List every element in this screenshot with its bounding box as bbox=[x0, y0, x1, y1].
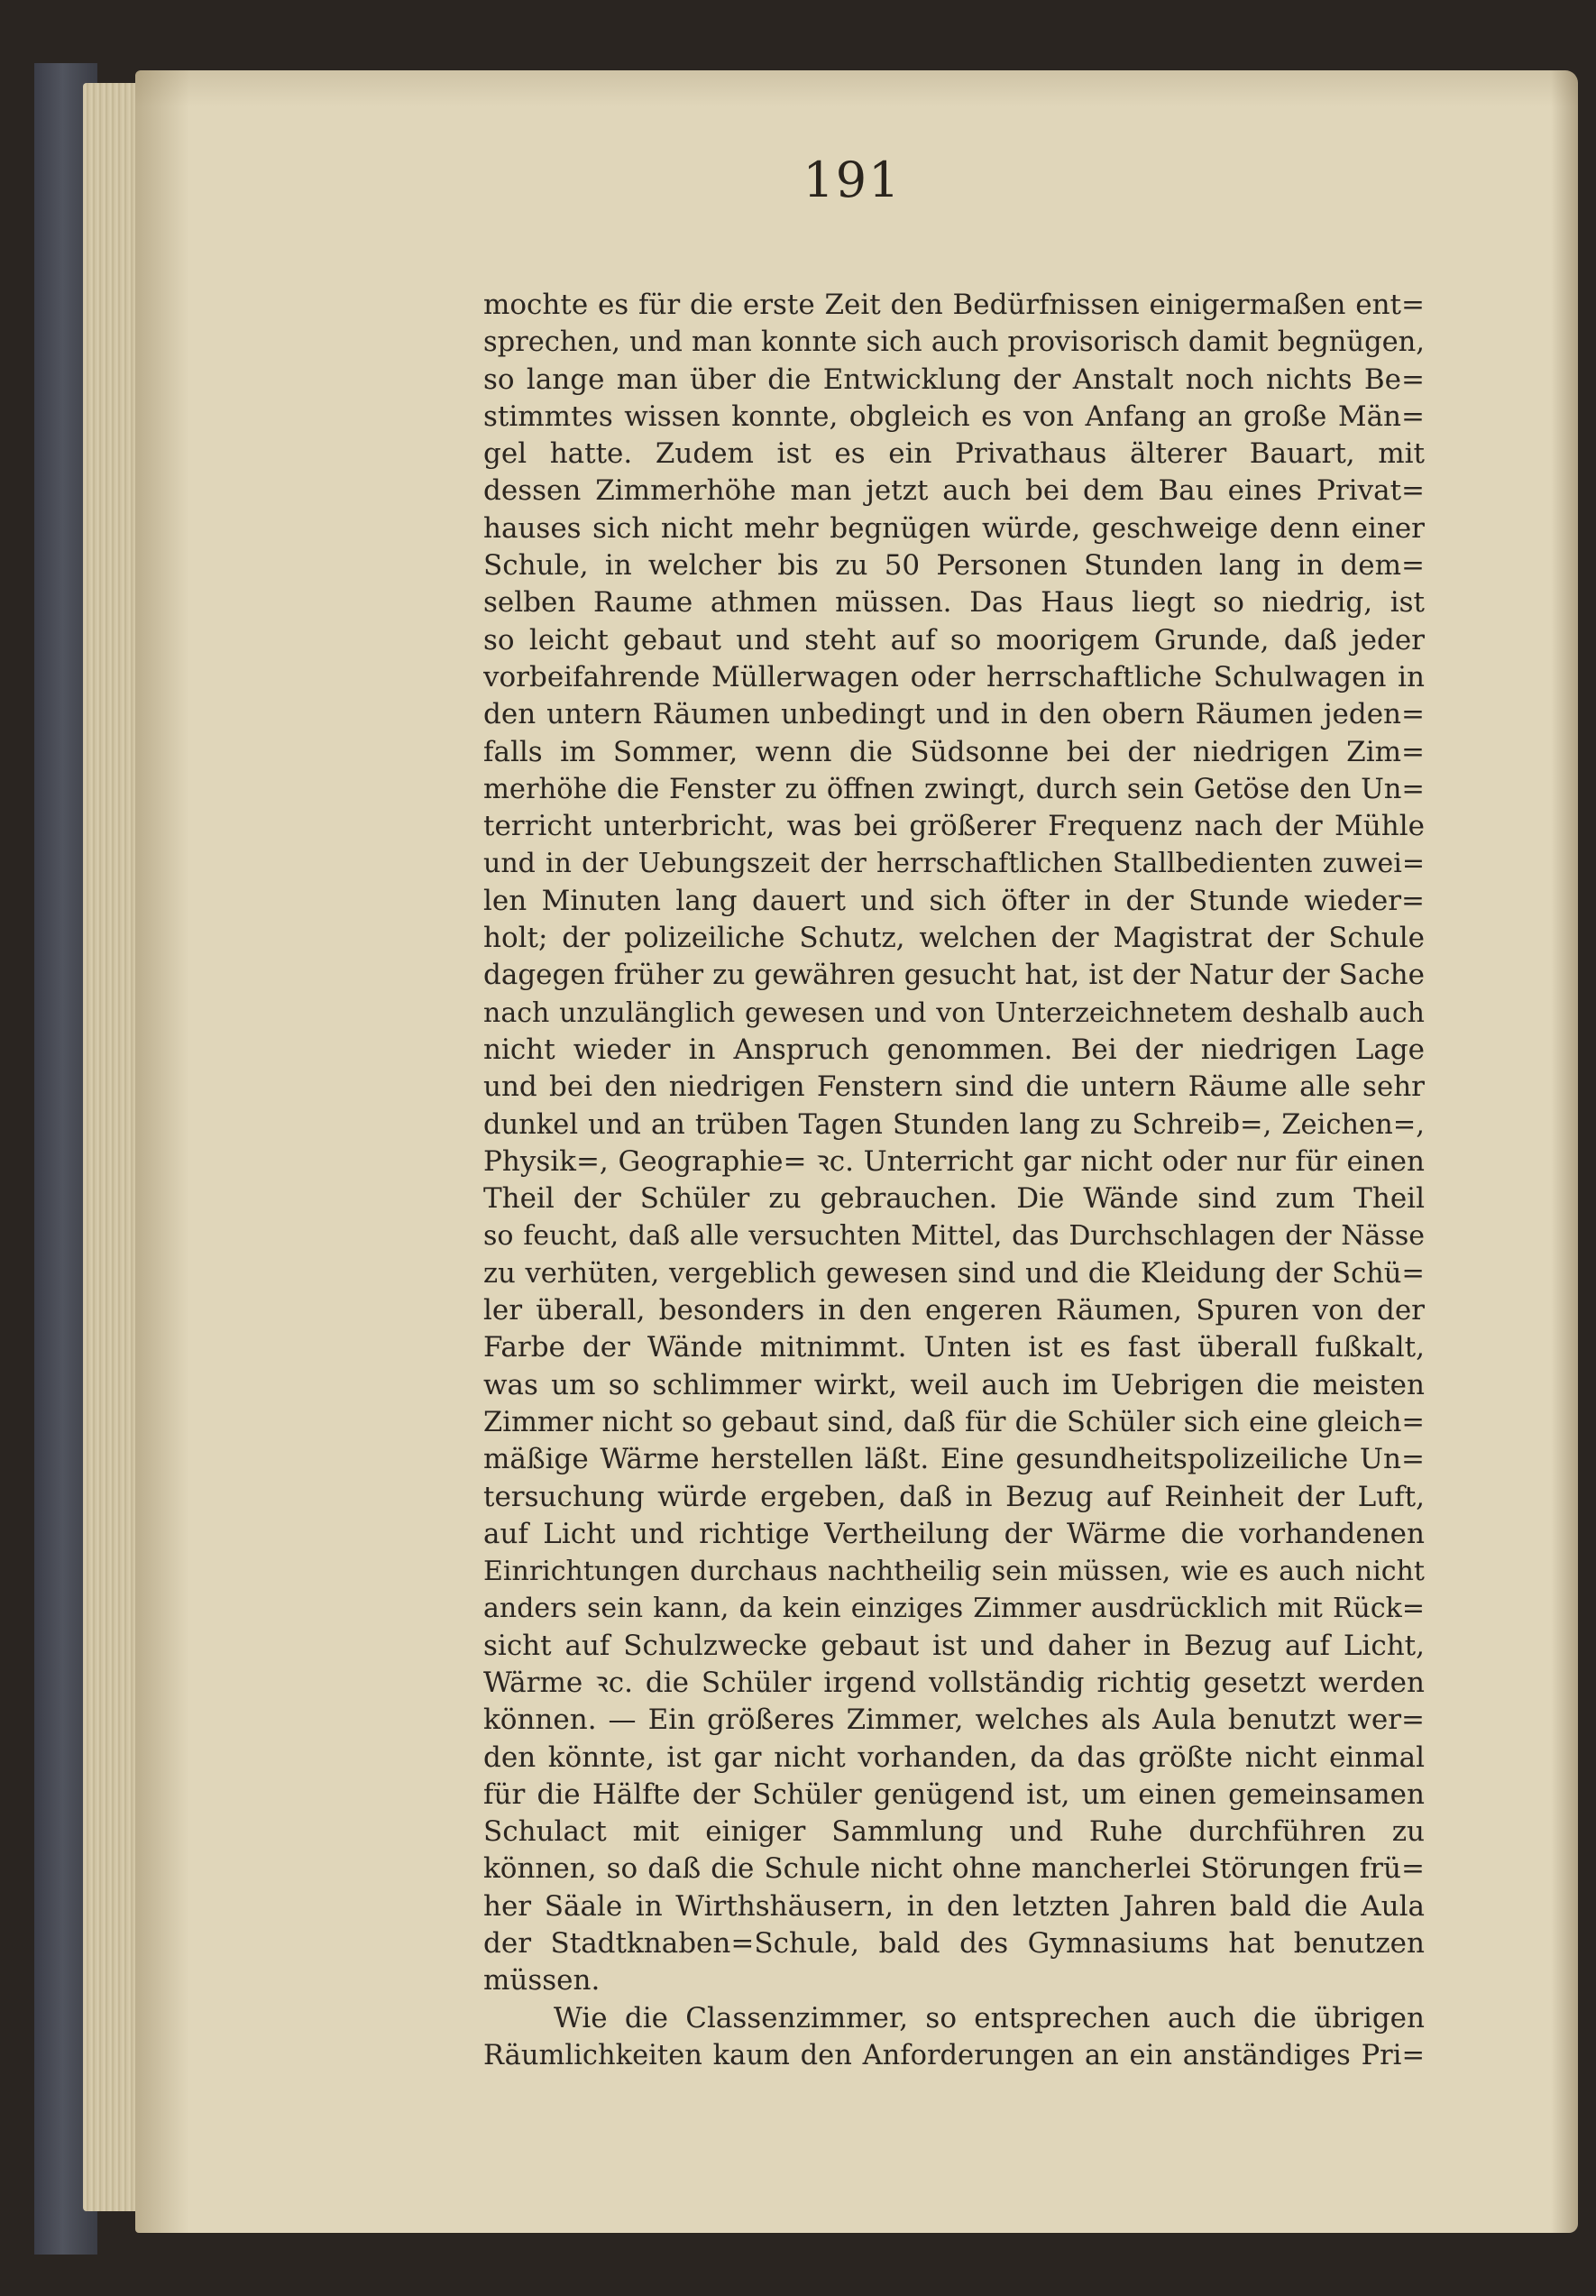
text-line: dagegen früher zu gewähren gesucht hat, ist der Natur der Sache bbox=[483, 959, 1425, 992]
text-line: sprechen, und man konnte sich auch provisorisch damit begnügen, bbox=[483, 326, 1425, 359]
text-line: müssen. bbox=[483, 1964, 601, 1998]
text-line: können. — Ein größeres Zimmer, welches als Aula benutzt wer= bbox=[483, 1704, 1425, 1737]
text-line: den untern Räumen unbedingt und in den obern Räumen jeden= bbox=[483, 698, 1425, 731]
text-line: dunkel und an trüben Tagen Stunden lang zu Schreib=, Zeichen=, bbox=[483, 1108, 1425, 1141]
text-line: Physik=, Geographie= ꝛc. Unterricht gar nicht oder nur für einen bbox=[483, 1144, 1425, 1178]
text-line: Schulact mit einiger Sammlung und Ruhe durchführen zu bbox=[483, 1815, 1425, 1849]
text-line: mäßige Wärme herstellen läßt. Eine gesundheitspolizeiliche Un= bbox=[483, 1443, 1425, 1476]
text-line: len Minuten lang dauert und sich öfter in der Stunde wieder= bbox=[483, 884, 1425, 917]
text-line: tersuchung würde ergeben, daß in Bezug auf Reinheit der Luft, bbox=[483, 1480, 1425, 1513]
text-line: holt; der polizeiliche Schutz, welchen der Magistrat der Schule bbox=[483, 922, 1425, 955]
text-line: stimmtes wissen konnte, obgleich es von Anfang an große Män= bbox=[483, 400, 1425, 433]
text-line: und bei den niedrigen Fenstern sind die untern Räume alle sehr bbox=[483, 1070, 1425, 1104]
text-line: den könnte, ist gar nicht vorhanden, da das größte nicht einmal bbox=[483, 1740, 1425, 1774]
text-line: mochte es für die erste Zeit den Bedürfnissen einigermaßen ent= bbox=[483, 289, 1425, 321]
body-text bbox=[483, 287, 1425, 2126]
text-line: Wie die Classenzimmer, so entsprechen auch die übrigen bbox=[554, 2001, 1425, 2034]
text-line: hauses sich nicht mehr begnügen würde, geschweige denn einer bbox=[483, 511, 1425, 545]
text-line: gel hatte. Zudem ist es ein Privathaus älterer Bauart, mit bbox=[483, 437, 1425, 471]
text-line: merhöhe die Fenster zu öffnen zwingt, durch sein Getöse den Un= bbox=[483, 773, 1425, 805]
text-line: so feucht, daß alle versuchten Mittel, das Durchschlagen der Nässe bbox=[483, 1220, 1425, 1253]
text-line: Einrichtungen durchaus nachtheilig sein müssen, wie es auch nicht bbox=[483, 1556, 1425, 1588]
text-line: auf Licht und richtige Vertheilung der Wärme die vorhandenen bbox=[483, 1517, 1425, 1550]
text-line: Zimmer nicht so gebaut sind, daß für die Schüler sich eine gleich= bbox=[483, 1406, 1425, 1438]
text-line: Theil der Schüler zu gebrauchen. Die Wände sind zum Theil bbox=[483, 1182, 1425, 1216]
text-line: Schule, in welcher bis zu 50 Personen Stunden lang in dem= bbox=[483, 549, 1425, 583]
text-line: Räumlichkeiten kaum den Anforderungen an ein anständiges Pri= bbox=[483, 2039, 1425, 2071]
text-line: nicht wieder in Anspruch genommen. Bei der niedrigen Lage bbox=[483, 1033, 1425, 1066]
text-line: können, so daß die Schule nicht ohne mancherlei Störungen frü= bbox=[483, 1852, 1425, 1886]
text-line: für die Hälfte der Schüler genügend ist, um einen gemeinsamen bbox=[483, 1777, 1425, 1811]
text-line: so leicht gebaut und steht auf so moorigem Grunde, daß jeder bbox=[483, 623, 1425, 657]
text-line: dessen Zimmerhöhe man jetzt auch bei dem Bau eines Privat= bbox=[483, 474, 1425, 508]
text-line: terricht unterbricht, was bei größerer Frequenz nach der Mühle bbox=[483, 810, 1425, 843]
text-line: her Säale in Wirthshäusern, in den letzten Jahren bald die Aula bbox=[483, 1889, 1425, 1923]
text-line: was um so schlimmer wirkt, weil auch im Uebrigen die meisten bbox=[483, 1368, 1425, 1401]
text-line: vorbeifahrende Müllerwagen oder herrschaftliche Schulwagen in bbox=[483, 660, 1425, 693]
text-line: Wärme ꝛc. die Schüler irgend vollständig richtig gesetzt werden bbox=[483, 1666, 1425, 1699]
text-line: anders sein kann, da kein einziges Zimmer ausdrücklich mit Rück= bbox=[483, 1593, 1425, 1625]
text-line: nach unzulänglich gewesen und von Unterzeichnetem deshalb auch bbox=[483, 996, 1425, 1029]
text-line: selben Raume athmen müssen. Das Haus liegt so niedrig, ist bbox=[483, 586, 1425, 620]
text-line: der Stadtknaben=Schule, bald des Gymnasiums hat benutzen bbox=[483, 1927, 1425, 1961]
text-line: ler überall, besonders in den engeren Räumen, Spuren von der bbox=[483, 1294, 1425, 1327]
text-line: sicht auf Schulzwecke gebaut ist und daher in Bezug auf Licht, bbox=[483, 1629, 1425, 1662]
text-line: so lange man über die Entwicklung der Anstalt noch nichts Be= bbox=[483, 363, 1425, 396]
text-line: zu verhüten, vergeblich gewesen sind und die Kleidung der Schü= bbox=[483, 1257, 1425, 1290]
page-number: 191 bbox=[803, 152, 902, 208]
text-line: falls im Sommer, wenn die Südsonne bei der niedrigen Zim= bbox=[483, 735, 1425, 768]
text-line: und in der Uebungszeit der herrschaftlichen Stallbedienten zuwei= bbox=[483, 848, 1425, 880]
text-line: Farbe der Wände mitnimmt. Unten ist es fast überall fußkalt, bbox=[483, 1331, 1425, 1364]
